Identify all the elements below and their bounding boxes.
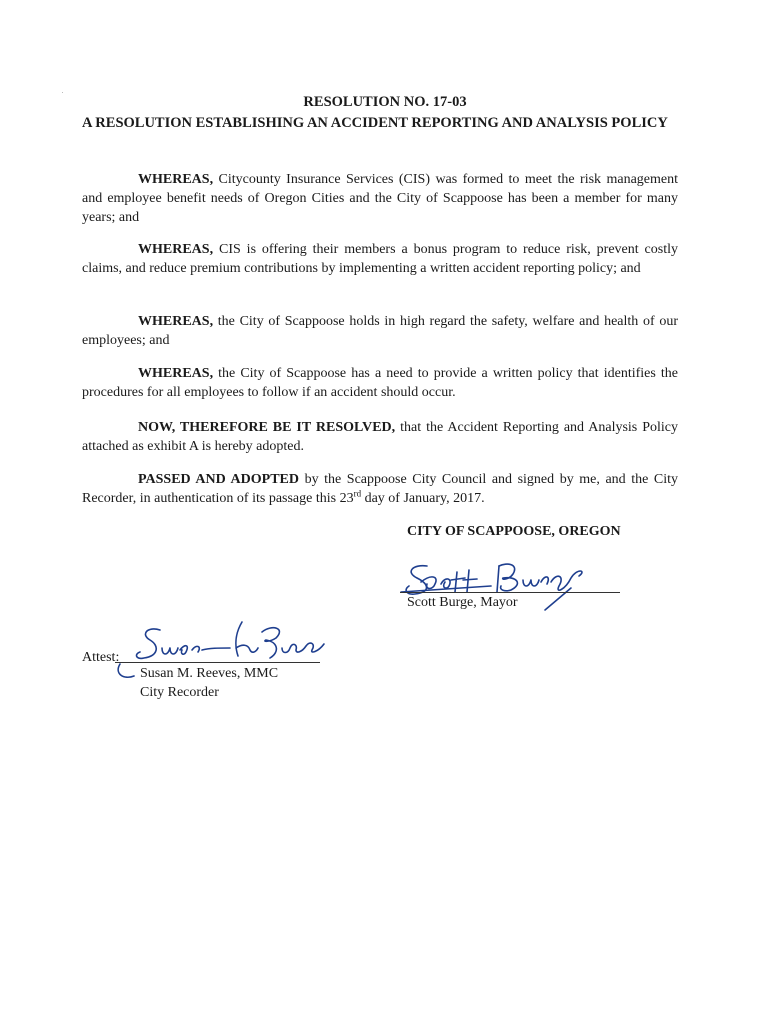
paragraph-text: Citycounty Insurance Services (CIS) was formed to meet the risk management and employee benefit needs of Oregon Cities and the City of Scappoose has been a member for many years; and — [82, 172, 678, 225]
attest-label: Attest: — [82, 650, 120, 665]
paragraph-text: the City of Scappoose has a need to provide a written policy that identifies the procedures for all employees to follow if an accident should occur. — [82, 366, 678, 400]
adopted-paragraph — [82, 470, 678, 508]
whereas-paragraph-2 — [82, 240, 678, 278]
resolved-paragraph — [82, 418, 678, 456]
recorder-title: City Recorder — [140, 685, 219, 700]
scan-speck — [62, 92, 63, 93]
paragraph-text: by the Scappoose City Council and signed by me, and the City Recorder, in authentication of its passage this 23 — [82, 472, 678, 506]
recorder-name: Susan M. Reeves, MMC — [140, 666, 279, 681]
whereas-paragraph-3 — [82, 312, 678, 350]
recorder-signature-line — [115, 662, 320, 663]
paragraph-lead: WHEREAS, — [138, 242, 214, 257]
paragraph-tail: day of January, 2017. — [361, 491, 485, 506]
paragraph-text: CIS is offering their members a bonus program to reduce risk, prevent costly claims, and reduce premium contributions by implementing a written accident reporting policy; and — [82, 242, 678, 276]
paragraph-lead: WHEREAS, — [138, 314, 214, 329]
paragraph-lead: NOW, THEREFORE BE IT RESOLVED, — [138, 420, 396, 435]
whereas-paragraph-1 — [82, 170, 678, 227]
resolution-number: RESOLUTION NO. 17-03 — [303, 94, 467, 110]
paragraph-lead: PASSED AND ADOPTED — [138, 472, 300, 487]
resolution-title: A RESOLUTION ESTABLISHING AN ACCIDENT REPORTING AND ANALYSIS POLICY — [82, 115, 668, 131]
whereas-paragraph-4 — [82, 364, 678, 402]
ordinal-suffix: rd — [353, 488, 362, 499]
paragraph-text: that the Accident Reporting and Analysis Policy attached as exhibit A is hereby adopted. — [82, 420, 678, 454]
mayor-name: Scott Burge, Mayor — [407, 595, 518, 610]
paragraph-text: the City of Scappoose holds in high regard the safety, welfare and health of our employees; and — [82, 314, 678, 348]
city-heading: CITY OF SCAPPOOSE, OREGON — [407, 524, 621, 539]
mayor-signature-line — [400, 592, 620, 593]
paragraph-lead: WHEREAS, — [138, 172, 214, 187]
paragraph-lead: WHEREAS, — [138, 366, 214, 381]
